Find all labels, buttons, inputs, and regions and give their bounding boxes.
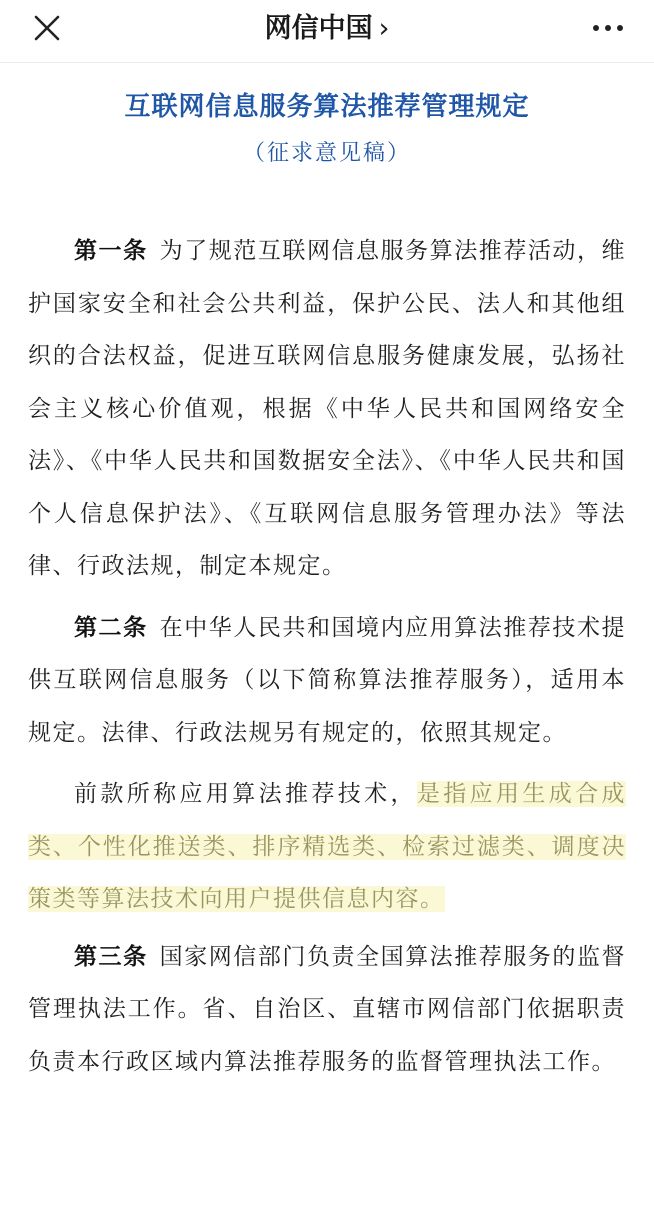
article-paragraph (28, 931, 626, 1089)
chevron-right-icon: › (378, 13, 390, 44)
document-title: 互联网信息服务算法推荐管理规定 (124, 92, 530, 122)
more-horizontal-icon (584, 14, 632, 44)
article-text: 在中华人民共和国境内应用算法推荐技术提供互联网信息服务（以下简称算法推荐服务），适用本规定。法律、行政法规另有规定的，依照其规定。 (28, 614, 627, 746)
highlighted-text: 是指应用生成合成类、个性化推送类、排序精选类、检索过滤类、调度决策类等算法技术向用户提供信息内容。 (28, 781, 626, 912)
article-text: 为了规范互联网信息服务算法推荐活动，维护国家安全和社会公共利益，保护公民、法人和其他组织的合法权益，促进互联网信息服务健康发展，弘扬社会主义核心价值观，根据《中华人民共和国网络安全法》、《中华人民共和国数据安全法》、《中华人民共和国个人信息保护法》、《互联网信息服务管理办法》等法律、行政法规，制定本规定。 (28, 238, 627, 579)
article-label: 第三条 (74, 943, 148, 970)
article-text: 前款所称应用算法推荐技术， (74, 781, 417, 807)
account-name-link[interactable] (0, 0, 654, 58)
article-body (0, 89, 654, 1088)
article-label: 第二条 (74, 614, 148, 641)
article-paragraph (28, 768, 626, 926)
article-text: 国家网信部门负责全国算法推荐服务的监督管理执法工作。省、自治区、直辖市网信部门依据职责负责本行政区域内算法推荐服务的监督管理执法工作。 (28, 943, 627, 1075)
article-label: 第一条 (74, 238, 148, 264)
top-navigation-bar (0, 0, 654, 63)
account-name: 网信中国 (264, 13, 373, 44)
more-options-button[interactable] (584, 14, 632, 44)
document-subtitle: （征求意见稿） (242, 141, 411, 166)
article-paragraph (28, 602, 626, 760)
article-paragraph (28, 225, 626, 593)
